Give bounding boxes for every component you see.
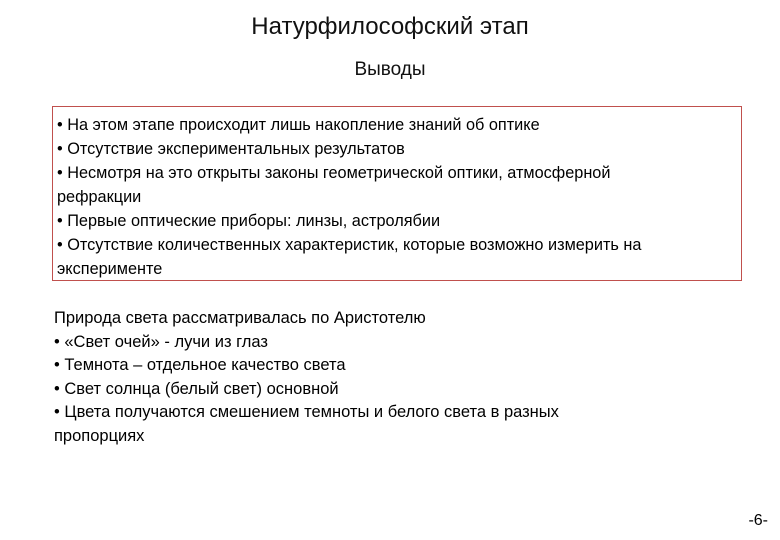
aristotle-section bbox=[54, 307, 734, 448]
conclusion-line: • Несмотря на это открыты законы геометрической оптики, атмосферной bbox=[57, 164, 611, 182]
aristotle-line: пропорциях bbox=[54, 426, 145, 445]
conclusion-line: эксперименте bbox=[57, 260, 163, 278]
conclusion-line: • Отсутствие экспериментальных результатов bbox=[57, 140, 405, 158]
conclusion-line: рефракции bbox=[57, 188, 142, 206]
aristotle-line: • Цвета получаются смешением темноты и белого света в разных bbox=[54, 403, 559, 421]
aristotle-heading: Природа света рассматривалась по Аристотелю bbox=[54, 309, 426, 327]
conclusion-line: • Отсутствие количественных характеристик, которые возможно измерить на bbox=[57, 236, 642, 254]
conclusion-line: • На этом этапе происходит лишь накопление знаний об оптике bbox=[57, 116, 540, 134]
conclusions-box bbox=[52, 106, 742, 281]
aristotle-line: • Темнота – отдельное качество света bbox=[54, 356, 346, 374]
page-number: -6- bbox=[748, 512, 768, 529]
aristotle-line: • Свет солнца (белый свет) основной bbox=[54, 379, 339, 398]
conclusion-line: • Первые оптические приборы: линзы, астролябии bbox=[57, 212, 441, 230]
slide-subtitle: Выводы bbox=[354, 59, 426, 80]
slide-title: Натурфилософский этап bbox=[251, 13, 529, 40]
aristotle-line: • «Свет очей» - лучи из глаз bbox=[54, 332, 268, 351]
